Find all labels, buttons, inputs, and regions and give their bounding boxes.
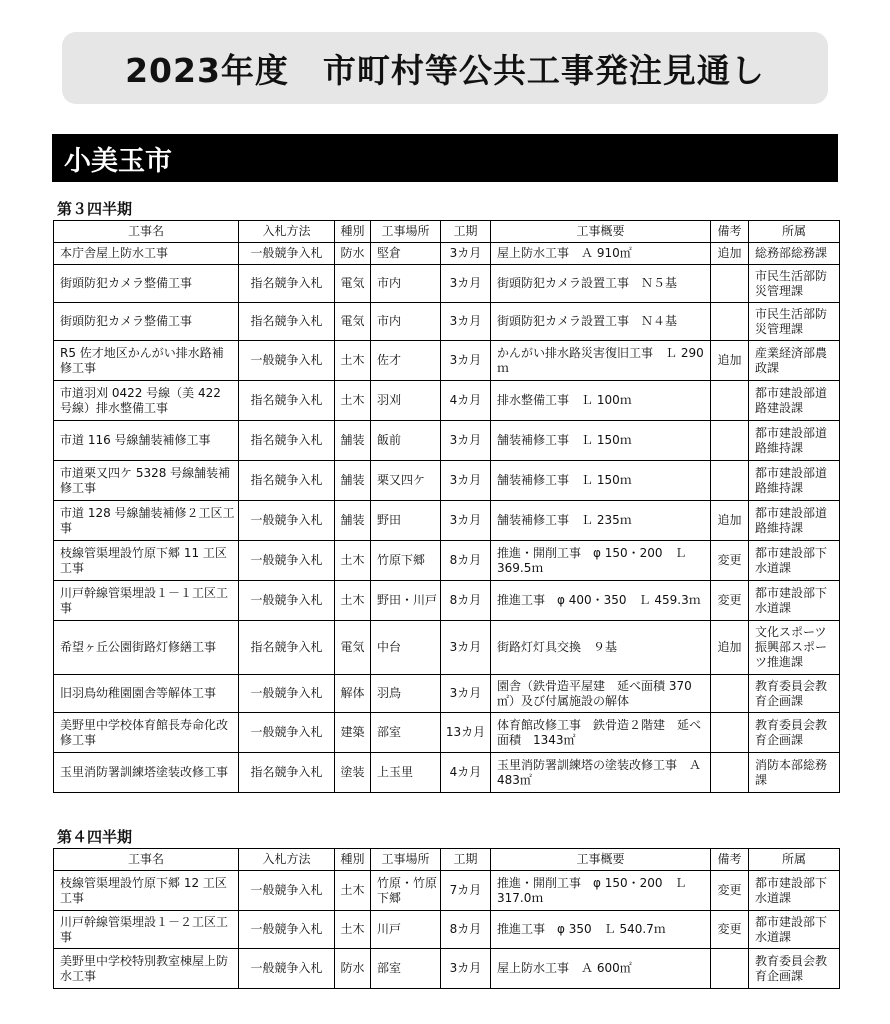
cell-note bbox=[711, 421, 749, 461]
column-header: 種別 bbox=[335, 221, 371, 243]
table-row bbox=[54, 461, 840, 501]
cell-dept: 都市建設部下水道課 bbox=[749, 581, 840, 621]
table-row bbox=[54, 949, 840, 989]
cell-type: 土木 bbox=[335, 381, 371, 421]
page-title: 2023年度 市町村等公共工事発注見通し bbox=[62, 32, 828, 104]
cell-place: 市内 bbox=[371, 265, 441, 303]
cell-type: 電気 bbox=[335, 303, 371, 341]
cell-name: 玉里消防署訓練塔塗装改修工事 bbox=[54, 753, 239, 793]
cell-method: 指名競争入札 bbox=[239, 753, 335, 793]
column-header: 工事概要 bbox=[491, 849, 711, 871]
cell-name: 本庁舎屋上防水工事 bbox=[54, 243, 239, 265]
cell-name: 旧羽鳥幼稚園園舎等解体工事 bbox=[54, 675, 239, 713]
cell-summary: かんがい排水路災害復旧工事 Ｌ 290ｍ bbox=[491, 341, 711, 381]
cell-note: 追加 bbox=[711, 501, 749, 541]
column-header: 工期 bbox=[441, 849, 491, 871]
cell-place: 上玉里 bbox=[371, 753, 441, 793]
cell-period: 4カ月 bbox=[441, 753, 491, 793]
column-header: 工事名 bbox=[54, 221, 239, 243]
cell-note: 変更 bbox=[711, 541, 749, 581]
cell-summary: 玉里消防署訓練塔の塗装改修工事 Ａ 483㎡ bbox=[491, 753, 711, 793]
table-row bbox=[54, 911, 840, 949]
cell-method: 一般競争入札 bbox=[239, 911, 335, 949]
cell-name: 美野里中学校体育館長寿命化改修工事 bbox=[54, 713, 239, 753]
table-row bbox=[54, 341, 840, 381]
cell-method: 一般競争入札 bbox=[239, 871, 335, 911]
table-row bbox=[54, 243, 840, 265]
cell-summary: 体育館改修工事 鉄骨造２階建 延べ面積 1343㎡ bbox=[491, 713, 711, 753]
cell-summary: 屋上防水工事 Ａ 600㎡ bbox=[491, 949, 711, 989]
cell-method: 指名競争入札 bbox=[239, 621, 335, 675]
cell-dept: 都市建設部道路建設課 bbox=[749, 381, 840, 421]
cell-summary: 舗装補修工事 Ｌ 150ｍ bbox=[491, 421, 711, 461]
cell-name: 市道 116 号線舗装補修工事 bbox=[54, 421, 239, 461]
cell-summary: 街頭防犯カメラ設置工事 Ｎ５基 bbox=[491, 265, 711, 303]
header-row bbox=[54, 221, 840, 243]
cell-name: R5 佐才地区かんがい排水路補修工事 bbox=[54, 341, 239, 381]
column-header: 工期 bbox=[441, 221, 491, 243]
cell-summary: 園舎（鉄骨造平屋建 延べ面積 370㎡）及び付属施設の解体 bbox=[491, 675, 711, 713]
cell-place: 竹原・竹原下郷 bbox=[371, 871, 441, 911]
cell-dept: 教育委員会教育企画課 bbox=[749, 675, 840, 713]
cell-name: 市道羽刈 0422 号線（美 422 号線）排水整備工事 bbox=[54, 381, 239, 421]
table-row bbox=[54, 421, 840, 461]
cell-type: 電気 bbox=[335, 265, 371, 303]
table-row bbox=[54, 871, 840, 911]
header-row bbox=[54, 849, 840, 871]
cell-dept: 都市建設部道路維持課 bbox=[749, 461, 840, 501]
cell-method: 一般競争入札 bbox=[239, 501, 335, 541]
cell-method: 一般競争入札 bbox=[239, 949, 335, 989]
table-row bbox=[54, 581, 840, 621]
cell-place: 野田・川戸 bbox=[371, 581, 441, 621]
cell-summary: 街路灯灯具交換 ９基 bbox=[491, 621, 711, 675]
cell-dept: 産業経済部農政課 bbox=[749, 341, 840, 381]
cell-note bbox=[711, 713, 749, 753]
cell-type: 土木 bbox=[335, 581, 371, 621]
table-row bbox=[54, 265, 840, 303]
cell-type: 防水 bbox=[335, 243, 371, 265]
table-row bbox=[54, 621, 840, 675]
column-header: 工事場所 bbox=[371, 849, 441, 871]
cell-type: 舗装 bbox=[335, 421, 371, 461]
cell-name: 川戸幹線管渠埋設１－２工区工事 bbox=[54, 911, 239, 949]
cell-name: 街頭防犯カメラ整備工事 bbox=[54, 265, 239, 303]
table-row bbox=[54, 753, 840, 793]
cell-period: 3カ月 bbox=[441, 621, 491, 675]
cell-note bbox=[711, 949, 749, 989]
table-row bbox=[54, 501, 840, 541]
quarter-heading: 第４四半期 bbox=[57, 828, 133, 846]
cell-note bbox=[711, 461, 749, 501]
cell-summary: 推進・開削工事 φ 150・200 Ｌ 369.5ｍ bbox=[491, 541, 711, 581]
cell-summary: 推進・開削工事 φ 150・200 Ｌ 317.0ｍ bbox=[491, 871, 711, 911]
column-header: 備考 bbox=[711, 221, 749, 243]
cell-place: 飯前 bbox=[371, 421, 441, 461]
cell-type: 解体 bbox=[335, 675, 371, 713]
cell-dept: 都市建設部下水道課 bbox=[749, 871, 840, 911]
cell-place: 川戸 bbox=[371, 911, 441, 949]
cell-dept: 総務部総務課 bbox=[749, 243, 840, 265]
cell-summary: 屋上防水工事 Ａ 910㎡ bbox=[491, 243, 711, 265]
column-header: 入札方法 bbox=[239, 221, 335, 243]
cell-type: 土木 bbox=[335, 871, 371, 911]
cell-place: 部室 bbox=[371, 713, 441, 753]
cell-name: 枝線管渠埋設竹原下郷 12 工区工事 bbox=[54, 871, 239, 911]
cell-summary: 排水整備工事 Ｌ 100ｍ bbox=[491, 381, 711, 421]
cell-name: 街頭防犯カメラ整備工事 bbox=[54, 303, 239, 341]
cell-place: 竹原下郷 bbox=[371, 541, 441, 581]
column-header: 工事場所 bbox=[371, 221, 441, 243]
cell-place: 部室 bbox=[371, 949, 441, 989]
cell-dept: 都市建設部道路維持課 bbox=[749, 421, 840, 461]
cell-dept: 教育委員会教育企画課 bbox=[749, 949, 840, 989]
cell-period: 8カ月 bbox=[441, 911, 491, 949]
cell-place: 羽刈 bbox=[371, 381, 441, 421]
cell-dept: 都市建設部道路維持課 bbox=[749, 501, 840, 541]
cell-type: 塗装 bbox=[335, 753, 371, 793]
cell-summary: 推進工事 φ 400・350 Ｌ 459.3ｍ bbox=[491, 581, 711, 621]
cell-place: 栗又四ケ bbox=[371, 461, 441, 501]
cell-type: 土木 bbox=[335, 341, 371, 381]
cell-dept: 都市建設部下水道課 bbox=[749, 911, 840, 949]
cell-place: 羽鳥 bbox=[371, 675, 441, 713]
cell-dept: 文化スポーツ振興部スポーツ推進課 bbox=[749, 621, 840, 675]
column-header: 工事名 bbox=[54, 849, 239, 871]
cell-type: 舗装 bbox=[335, 461, 371, 501]
cell-dept: 市民生活部防災管理課 bbox=[749, 265, 840, 303]
cell-type: 土木 bbox=[335, 541, 371, 581]
cell-method: 指名競争入札 bbox=[239, 421, 335, 461]
cell-place: 市内 bbox=[371, 303, 441, 341]
cell-method: 一般競争入札 bbox=[239, 341, 335, 381]
column-header: 種別 bbox=[335, 849, 371, 871]
cell-period: 3カ月 bbox=[441, 303, 491, 341]
cell-period: 3カ月 bbox=[441, 461, 491, 501]
cell-method: 一般競争入札 bbox=[239, 243, 335, 265]
cell-period: 3カ月 bbox=[441, 421, 491, 461]
cell-period: 3カ月 bbox=[441, 341, 491, 381]
cell-period: 7カ月 bbox=[441, 871, 491, 911]
cell-type: 防水 bbox=[335, 949, 371, 989]
column-header: 所属 bbox=[749, 221, 840, 243]
cell-note bbox=[711, 381, 749, 421]
cell-method: 指名競争入札 bbox=[239, 381, 335, 421]
cell-name: 市道 128 号線舗装補修２工区工事 bbox=[54, 501, 239, 541]
cell-period: 8カ月 bbox=[441, 541, 491, 581]
table-row bbox=[54, 381, 840, 421]
cell-summary: 街頭防犯カメラ設置工事 Ｎ４基 bbox=[491, 303, 711, 341]
table-row bbox=[54, 713, 840, 753]
quarter-heading: 第３四半期 bbox=[57, 200, 133, 218]
cell-period: 4カ月 bbox=[441, 381, 491, 421]
cell-method: 一般競争入札 bbox=[239, 675, 335, 713]
table-row bbox=[54, 675, 840, 713]
cell-period: 3カ月 bbox=[441, 243, 491, 265]
cell-note bbox=[711, 675, 749, 713]
cell-period: 8カ月 bbox=[441, 581, 491, 621]
works-table-q3 bbox=[53, 220, 840, 793]
cell-dept: 市民生活部防災管理課 bbox=[749, 303, 840, 341]
cell-method: 指名競争入札 bbox=[239, 265, 335, 303]
cell-period: 13カ月 bbox=[441, 713, 491, 753]
cell-name: 枝線管渠埋設竹原下郷 11 工区工事 bbox=[54, 541, 239, 581]
cell-method: 一般競争入札 bbox=[239, 541, 335, 581]
cell-summary: 舗装補修工事 Ｌ 235ｍ bbox=[491, 501, 711, 541]
cell-place: 中台 bbox=[371, 621, 441, 675]
cell-name: 希望ヶ丘公園街路灯修繕工事 bbox=[54, 621, 239, 675]
cell-note: 変更 bbox=[711, 871, 749, 911]
cell-type: 建築 bbox=[335, 713, 371, 753]
cell-method: 指名競争入札 bbox=[239, 303, 335, 341]
cell-place: 堅倉 bbox=[371, 243, 441, 265]
cell-type: 舗装 bbox=[335, 501, 371, 541]
cell-note: 変更 bbox=[711, 581, 749, 621]
cell-name: 美野里中学校特別教室棟屋上防水工事 bbox=[54, 949, 239, 989]
cell-period: 3カ月 bbox=[441, 501, 491, 541]
cell-name: 市道栗又四ケ 5328 号線舗装補修工事 bbox=[54, 461, 239, 501]
cell-note bbox=[711, 753, 749, 793]
cell-dept: 都市建設部下水道課 bbox=[749, 541, 840, 581]
cell-place: 野田 bbox=[371, 501, 441, 541]
column-header: 入札方法 bbox=[239, 849, 335, 871]
cell-note: 追加 bbox=[711, 243, 749, 265]
cell-note bbox=[711, 303, 749, 341]
cell-note: 追加 bbox=[711, 341, 749, 381]
cell-summary: 推進工事 φ 350 Ｌ 540.7ｍ bbox=[491, 911, 711, 949]
cell-method: 指名競争入札 bbox=[239, 461, 335, 501]
column-header: 工事概要 bbox=[491, 221, 711, 243]
cell-dept: 教育委員会教育企画課 bbox=[749, 713, 840, 753]
table-row bbox=[54, 541, 840, 581]
table-row bbox=[54, 303, 840, 341]
cell-method: 一般競争入札 bbox=[239, 713, 335, 753]
column-header: 備考 bbox=[711, 849, 749, 871]
cell-period: 3カ月 bbox=[441, 265, 491, 303]
cell-period: 3カ月 bbox=[441, 949, 491, 989]
column-header: 所属 bbox=[749, 849, 840, 871]
cell-name: 川戸幹線管渠埋設１－１工区工事 bbox=[54, 581, 239, 621]
cell-method: 一般競争入札 bbox=[239, 581, 335, 621]
cell-dept: 消防本部総務課 bbox=[749, 753, 840, 793]
cell-note: 変更 bbox=[711, 911, 749, 949]
cell-note bbox=[711, 265, 749, 303]
cell-period: 3カ月 bbox=[441, 675, 491, 713]
cell-type: 電気 bbox=[335, 621, 371, 675]
cell-place: 佐才 bbox=[371, 341, 441, 381]
works-table-q4 bbox=[53, 848, 840, 989]
cell-type: 土木 bbox=[335, 911, 371, 949]
cell-note: 追加 bbox=[711, 621, 749, 675]
city-heading: 小美玉市 bbox=[52, 134, 838, 182]
cell-summary: 舗装補修工事 Ｌ 150ｍ bbox=[491, 461, 711, 501]
